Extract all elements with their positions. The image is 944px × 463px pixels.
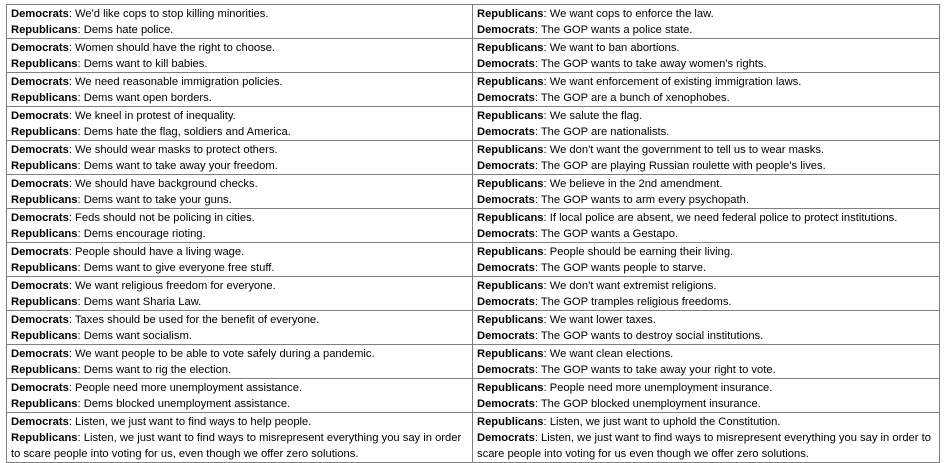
statement-line [11,312,468,328]
statement-text: : We want enforcement of existing immigration laws. [543,76,802,88]
statement-line [477,142,935,158]
speaker-label: Democrats [11,110,69,122]
table-row [7,243,940,277]
speaker-label: Republicans [11,296,78,308]
speaker-label: Republicans [11,364,78,376]
right-cell [473,311,940,345]
speaker-label: Democrats [477,398,535,410]
statement-line [477,108,935,124]
response-text: : Dems want socialism. [77,330,192,342]
right-cell [473,5,940,39]
speaker-label: Republicans [477,314,544,326]
table-row [7,209,940,243]
speaker-label: Republicans [11,194,78,206]
response-line [11,124,468,140]
response-line [477,22,935,38]
statement-text: : We'd like cops to stop killing minorities. [68,8,269,20]
statement-line [477,244,935,260]
statement-line [11,414,468,430]
response-line [477,90,935,106]
response-text: : Dems want to kill babies. [77,58,208,70]
right-cell [473,107,940,141]
speaker-label: Democrats [477,228,535,240]
statement-line [477,414,935,430]
statement-line [11,6,468,22]
response-line [477,328,935,344]
speaker-label: Democrats [477,58,535,70]
statement-line [11,380,468,396]
speaker-label: Republicans [11,398,78,410]
response-line [11,396,468,412]
left-cell [7,175,473,209]
speaker-label: Republicans [477,348,544,360]
speaker-label: Democrats [477,126,535,138]
speaker-label: Republicans [477,8,544,20]
statement-text: : People need more unemployment assistance. [68,382,303,394]
response-line [11,430,468,462]
comparison-table-body [7,5,940,463]
table-row [7,379,940,413]
response-text: : The GOP wants people to starve. [534,262,707,274]
speaker-label: Republicans [477,178,544,190]
left-cell [7,39,473,73]
statement-text: : Taxes should be used for the benefit of everyone. [68,314,320,326]
left-cell [7,413,473,463]
response-line [477,56,935,72]
speaker-label: Republicans [477,382,544,394]
response-line [11,328,468,344]
table-row [7,107,940,141]
left-cell [7,209,473,243]
statement-text: : We want lower taxes. [543,314,656,326]
response-text: : The GOP are a bunch of xenophobes. [534,92,730,104]
right-cell [473,141,940,175]
speaker-label: Democrats [11,144,69,156]
right-cell [473,175,940,209]
statement-line [11,346,468,362]
statement-text: : We should wear masks to protect others. [68,144,278,156]
statement-line [477,278,935,294]
statement-text: : If local police are absent, we need federal police to protect institutions. [543,212,898,224]
speaker-label: Republicans [11,262,78,274]
right-cell [473,379,940,413]
statement-text: : We want clean elections. [543,348,674,360]
speaker-label: Republicans [477,42,544,54]
response-line [477,124,935,140]
response-text: : Dems want to give everyone free stuff. [77,262,275,274]
statement-text: : We want people to be able to vote safely during a pandemic. [68,348,375,360]
speaker-label: Republicans [11,92,78,104]
left-cell [7,5,473,39]
table-row [7,345,940,379]
table-row [7,73,940,107]
response-line [11,192,468,208]
response-text: : The GOP wants to take away women's rights. [534,58,767,70]
statement-text: : People should have a living wage. [68,246,245,258]
response-text: : Dems encourage rioting. [77,228,206,240]
response-line [11,226,468,242]
speaker-label: Democrats [477,296,535,308]
speaker-label: Democrats [477,262,535,274]
speaker-label: Republicans [11,228,78,240]
table-row [7,141,940,175]
speaker-label: Democrats [477,160,535,172]
statement-text: : We salute the flag. [543,110,643,122]
statement-line [11,40,468,56]
right-cell [473,277,940,311]
speaker-label: Democrats [11,416,69,428]
speaker-label: Democrats [11,382,69,394]
speaker-label: Democrats [477,330,535,342]
statement-line [477,312,935,328]
statement-line [11,108,468,124]
response-text: : Dems want to take away your freedom. [77,160,278,172]
statement-text: : We want cops to enforce the law. [543,8,714,20]
speaker-label: Democrats [11,8,69,20]
response-text: : Listen, we just want to find ways to misrepresent everything you say in order to scare people into voting for us even though we offer zero solutions. [477,432,931,460]
statement-text: : We believe in the 2nd amendment. [543,178,723,190]
response-line [477,430,935,462]
speaker-label: Republicans [477,246,544,258]
table-row [7,311,940,345]
statement-line [477,210,935,226]
left-cell [7,107,473,141]
response-line [477,158,935,174]
statement-text: : People should be earning their living. [543,246,734,258]
response-text: : Dems want to rig the election. [77,364,232,376]
statement-line [477,6,935,22]
left-cell [7,311,473,345]
response-text: : Dems hate the flag, soldiers and America. [77,126,291,138]
speaker-label: Democrats [477,92,535,104]
response-text: : The GOP blocked unemployment insurance. [534,398,761,410]
table-row [7,5,940,39]
speaker-label: Democrats [11,246,69,258]
response-line [11,362,468,378]
response-line [477,192,935,208]
speaker-label: Republicans [11,126,78,138]
speaker-label: Republicans [11,330,78,342]
statement-text: : We kneel in protest of inequality. [68,110,236,122]
response-text: : Dems blocked unemployment assistance. [77,398,291,410]
statement-text: : Feds should not be policing in cities. [68,212,255,224]
response-text: : Dems want to take your guns. [77,194,232,206]
speaker-label: Republicans [11,58,78,70]
speaker-label: Republicans [477,280,544,292]
table-row [7,39,940,73]
speaker-label: Democrats [11,348,69,360]
statement-line [11,278,468,294]
left-cell [7,345,473,379]
response-text: : The GOP wants to arm every psychopath. [534,194,749,206]
response-line [11,56,468,72]
right-cell [473,73,940,107]
statement-line [11,244,468,260]
right-cell [473,39,940,73]
comparison-table [6,4,940,463]
response-line [11,294,468,310]
statement-line [477,176,935,192]
response-text: : Dems want Sharia Law. [77,296,202,308]
speaker-label: Democrats [11,280,69,292]
statement-text: : People need more unemployment insurance. [543,382,773,394]
speaker-label: Republicans [11,432,78,444]
statement-text: : We should have background checks. [68,178,258,190]
statement-text: : We want religious freedom for everyone. [68,280,276,292]
speaker-label: Republicans [477,212,544,224]
response-line [477,226,935,242]
left-cell [7,141,473,175]
response-text: : The GOP wants to destroy social institutions. [534,330,764,342]
speaker-label: Democrats [477,194,535,206]
speaker-label: Republicans [477,110,544,122]
speaker-label: Democrats [11,76,69,88]
speaker-label: Republicans [11,160,78,172]
speaker-label: Republicans [11,24,78,36]
right-cell [473,209,940,243]
speaker-label: Republicans [477,76,544,88]
speaker-label: Democrats [11,314,69,326]
table-row [7,413,940,463]
speaker-label: Democrats [477,364,535,376]
response-text: : Listen, we just want to find ways to misrepresent everything you say in order to scare people into voting for us, even though we offer zero solutions. [11,432,462,460]
statement-text: : Women should have the right to choose. [68,42,276,54]
left-cell [7,243,473,277]
response-line [477,294,935,310]
statement-line [11,210,468,226]
response-line [11,158,468,174]
statement-text: : Listen, we just want to find ways to help people. [68,416,312,428]
speaker-label: Republicans [477,144,544,156]
response-line [11,260,468,276]
speaker-label: Democrats [11,212,69,224]
response-text: : The GOP wants a police state. [534,24,693,36]
statement-text: : We want to ban abortions. [543,42,680,54]
left-cell [7,73,473,107]
response-text: : The GOP wants to take away your right to vote. [534,364,776,376]
response-text: : Dems hate police. [77,24,174,36]
right-cell [473,413,940,463]
speaker-label: Democrats [477,432,535,444]
response-text: : The GOP tramples religious freedoms. [534,296,732,308]
statement-text: : We don't want extremist religions. [543,280,717,292]
response-text: : The GOP are playing Russian roulette with people's lives. [534,160,826,172]
table-row [7,175,940,209]
right-cell [473,243,940,277]
table-row [7,277,940,311]
response-text: : The GOP wants a Gestapo. [534,228,679,240]
response-text: : The GOP are nationalists. [534,126,670,138]
left-cell [7,379,473,413]
statement-line [11,74,468,90]
statement-line [477,74,935,90]
speaker-label: Democrats [11,42,69,54]
right-cell [473,345,940,379]
statement-line [477,40,935,56]
statement-line [11,142,468,158]
speaker-label: Democrats [477,24,535,36]
speaker-label: Republicans [477,416,544,428]
statement-text: : We don't want the government to tell us to wear masks. [543,144,825,156]
response-line [477,260,935,276]
response-line [11,22,468,38]
statement-line [477,346,935,362]
statement-line [477,380,935,396]
left-cell [7,277,473,311]
speaker-label: Democrats [11,178,69,190]
response-line [11,90,468,106]
statement-text: : We need reasonable immigration policies. [68,76,283,88]
statement-line [11,176,468,192]
response-text: : Dems want open borders. [77,92,212,104]
response-line [477,396,935,412]
statement-text: : Listen, we just want to uphold the Constitution. [543,416,781,428]
response-line [477,362,935,378]
